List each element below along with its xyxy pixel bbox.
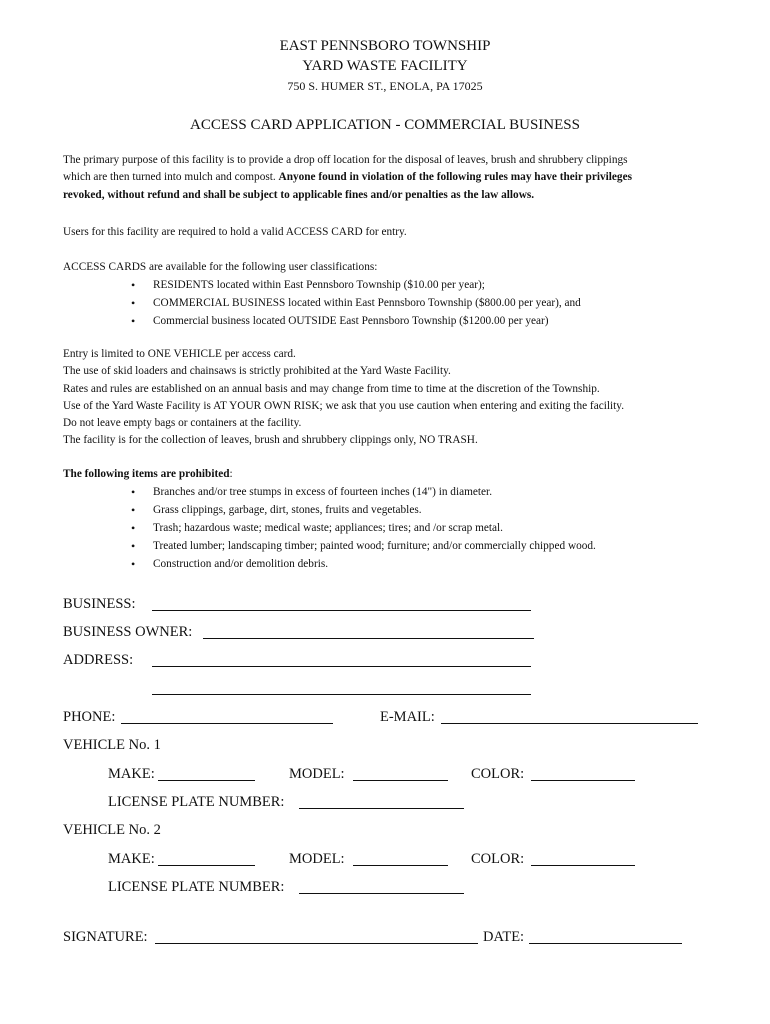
- intro-line-2: [63, 169, 713, 186]
- list-item: • Grass clippings, garbage, dirt, stones, fruits and vegetables.: [63, 501, 713, 519]
- vehicle-1-make-label: MAKE:: [108, 766, 155, 782]
- intro-line-3: [63, 187, 713, 204]
- access-card-requirement: Users for this facility are required to hold a valid ACCESS CARD for entry.: [63, 226, 407, 238]
- rule-line: Entry is limited to ONE VEHICLE per access card.: [63, 348, 296, 360]
- rule-line: Use of the Yard Waste Facility is AT YOUR OWN RISK; we ask that you use caution when entering and exiting the facility.: [63, 399, 625, 412]
- vehicle-2-color-field[interactable]: [531, 865, 635, 866]
- facility-address: 750 S. HUMER ST., ENOLA, PA 17025: [287, 79, 483, 93]
- prohibited-section: [63, 466, 713, 573]
- date-label: DATE:: [483, 929, 525, 945]
- email-field[interactable]: [441, 723, 698, 724]
- classifications-list: [0, 276, 713, 330]
- vehicle-1-plate-field[interactable]: [299, 808, 464, 809]
- form-title: ACCESS CARD APPLICATION - COMMERCIAL BUSINESS: [190, 117, 580, 133]
- intro-line-3-bold: revoked, without refund and shall be subject to applicable fines and/or penalties as the law allows.: [63, 188, 535, 201]
- business-field[interactable]: [152, 610, 531, 611]
- vehicle-2-model-field[interactable]: [353, 865, 448, 866]
- facility-name: YARD WASTE FACILITY: [302, 58, 468, 74]
- list-item: • Commercial business located OUTSIDE East Pennsboro Township ($1200.00 per year): [63, 312, 713, 330]
- vehicle-2-heading: VEHICLE No. 2: [63, 822, 161, 838]
- list-item: • Trash; hazardous waste; medical waste; appliances; tires; and /or scrap metal.: [63, 519, 713, 537]
- phone-label: PHONE:: [63, 709, 116, 725]
- intro-line-2-normal: which are then turned into mulch and compost.: [63, 171, 279, 184]
- list-item: • Construction and/or demolition debris.: [63, 555, 713, 573]
- prohibited-colon: :: [229, 468, 233, 480]
- list-item: • Branches and/or tree stumps in excess of fourteen inches (14") in diameter.: [63, 483, 713, 501]
- signature-field[interactable]: [155, 943, 478, 944]
- rule-line: Do not leave empty bags or containers at the facility.: [63, 417, 302, 430]
- vehicle-2-make-label: MAKE:: [108, 851, 155, 867]
- signature-label: SIGNATURE:: [63, 929, 148, 945]
- intro-paragraph: [63, 152, 713, 204]
- vehicle-2-make-field[interactable]: [158, 865, 255, 866]
- date-field[interactable]: [529, 943, 682, 944]
- business-owner-label: BUSINESS OWNER:: [63, 624, 193, 640]
- business-label: BUSINESS:: [63, 596, 136, 612]
- rules-section: [63, 346, 713, 450]
- rule-line: The use of skid loaders and chainsaws is strictly prohibited at the Yard Waste Facility.: [63, 365, 451, 378]
- vehicle-2-plate-label: LICENSE PLATE NUMBER:: [108, 879, 285, 895]
- classifications-section: [63, 259, 713, 330]
- vehicle-1-make-field[interactable]: [158, 780, 255, 781]
- address-field-line-1[interactable]: [152, 666, 531, 667]
- classifications-heading: ACCESS CARDS are available for the following user classifications:: [63, 261, 378, 273]
- rule-line: The facility is for the collection of leaves, brush and shrubbery clippings only, NO TRASH.: [63, 434, 478, 447]
- phone-field[interactable]: [121, 723, 333, 724]
- list-item: • Treated lumber; landscaping timber; painted wood; furniture; and/or commercially chipped wood.: [63, 537, 713, 555]
- list-item: • RESIDENTS located within East Pennsboro Township ($10.00 per year);: [63, 276, 713, 294]
- intro-line-1: The primary purpose of this facility is to provide a drop off location for the disposal of leaves, brush and shrubbery clippings: [63, 154, 628, 166]
- vehicle-1-heading: VEHICLE No. 1: [63, 737, 161, 753]
- rule-line: Rates and rules are established on an annual basis and may change from time to time at the discretion of the Township.: [63, 382, 600, 395]
- prohibited-heading-line: [63, 466, 713, 483]
- address-label: ADDRESS:: [63, 652, 134, 668]
- vehicle-1-plate-label: LICENSE PLATE NUMBER:: [108, 794, 285, 810]
- vehicle-1-color-field[interactable]: [531, 780, 635, 781]
- township-name: EAST PENNSBORO TOWNSHIP: [279, 38, 491, 54]
- prohibited-heading: The following items are prohibited: [63, 468, 230, 480]
- list-item: • COMMERCIAL BUSINESS located within East Pennsboro Township ($800.00 per year), and: [63, 294, 713, 312]
- address-field-line-2[interactable]: [152, 694, 531, 695]
- vehicle-1-model-field[interactable]: [353, 780, 448, 781]
- vehicle-2-color-label: COLOR:: [471, 851, 525, 867]
- email-label: E-MAIL:: [380, 709, 435, 725]
- vehicle-2-plate-field[interactable]: [299, 893, 464, 894]
- vehicle-2-model-label: MODEL:: [289, 851, 345, 867]
- vehicle-1-color-label: COLOR:: [471, 766, 525, 782]
- prohibited-list: [0, 483, 713, 573]
- vehicle-1-model-label: MODEL:: [289, 766, 345, 782]
- business-owner-field[interactable]: [203, 638, 534, 639]
- intro-line-2-bold: Anyone found in violation of the following rules may have their privileges: [278, 171, 632, 184]
